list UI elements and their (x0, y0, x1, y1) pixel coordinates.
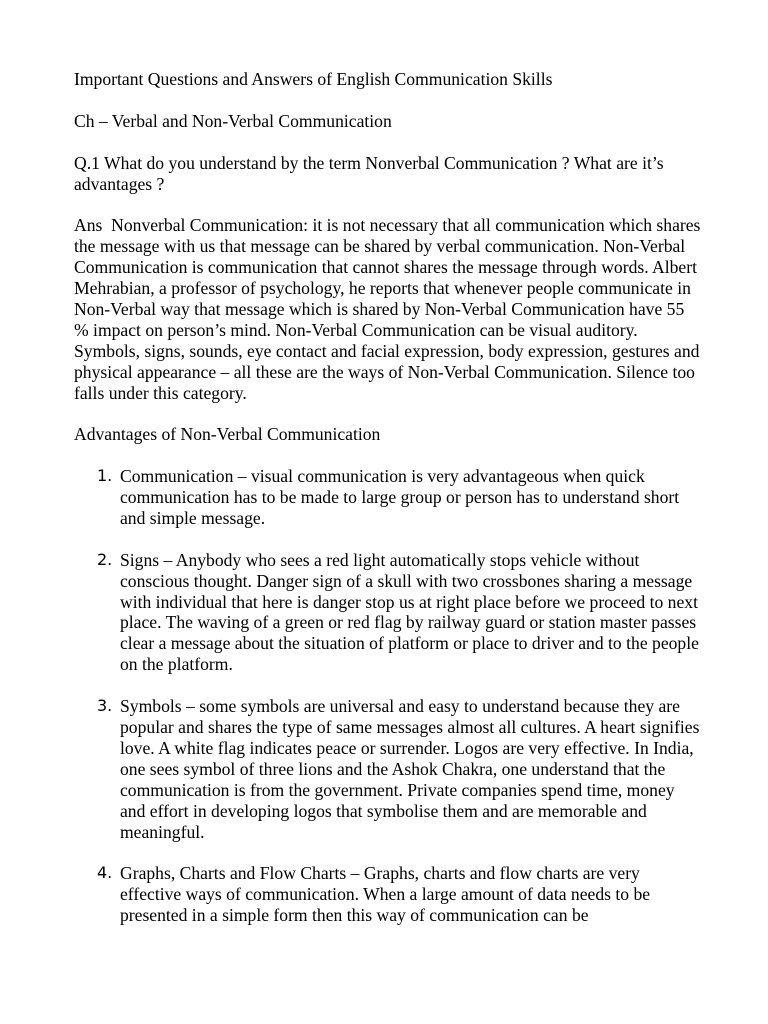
list-item-number: 2. (97, 549, 113, 569)
list-item (74, 550, 702, 675)
list-item (74, 863, 702, 926)
list-item-text: Symbols – some symbols are universal and easy to understand because they are popular and shares the type of same messages almost all cultures. A heart signifies love. A white flag indicates peace or surrender. Logos are very effective. In India, one sees symbol of three lions and the Ashok Chakra, one understand that the communication is from the government. Private companies spend time, money and effort in developing logos that symbolise them and are memorable and meaningful. (120, 696, 700, 842)
list-item-text: Communication – visual communication is very advantageous when quick communication has to be made to large group or person has to understand short and simple message. (120, 466, 680, 528)
list-item-number: 4. (97, 863, 113, 883)
list-item-number: 3. (97, 696, 113, 716)
question-text: Q.1 What do you understand by the term Nonverbal Communication ? What are it’s advantages ? (74, 152, 664, 194)
advantages-heading: Advantages of Non-Verbal Communication (74, 424, 381, 445)
document-title: Important Questions and Answers of English Communication Skills (74, 69, 553, 89)
advantages-list (74, 466, 702, 926)
list-item-text: Signs – Anybody who sees a red light automatically stops vehicle without conscious thought. Danger sign of a skull with two crossbones sharing a message with individual that here is danger stop us at right place before we proceed to next place. The waving of a green or red flag by railway guard or station master passes clear a message about the situation of platform or place to driver and to the people on the platform. (120, 549, 699, 675)
list-item-text: Graphs, Charts and Flow Charts – Graphs, charts and flow charts are very effective ways of communication. When a large amount of data needs to be presented in a simple form then this way of communication can be (120, 863, 651, 926)
list-item (74, 696, 702, 842)
chapter-heading: Ch – Verbal and Non-Verbal Communication (74, 110, 392, 131)
list-item-number: 1. (97, 466, 113, 486)
document-page (74, 69, 705, 947)
answer-text: Ans Nonverbal Communication: it is not necessary that all communication which shares the message with us that message can be shared by verbal communication. Non-Verbal Communication is communication that cannot shares the message through words. Albert Mehrabian, a professor of psychology, he reports that whenever people communicate in Non-Verbal way that message which is shared by Non-Verbal Communication have 55 % impact on person’s mind. Non-Verbal Communication can be visual auditory. Symbols, signs, sounds, eye contact and facial expression, body expression, gestures and physical appearance – all these are the ways of Non-Verbal Communication. Silence too falls under this category. (74, 215, 705, 403)
list-item (74, 466, 702, 529)
